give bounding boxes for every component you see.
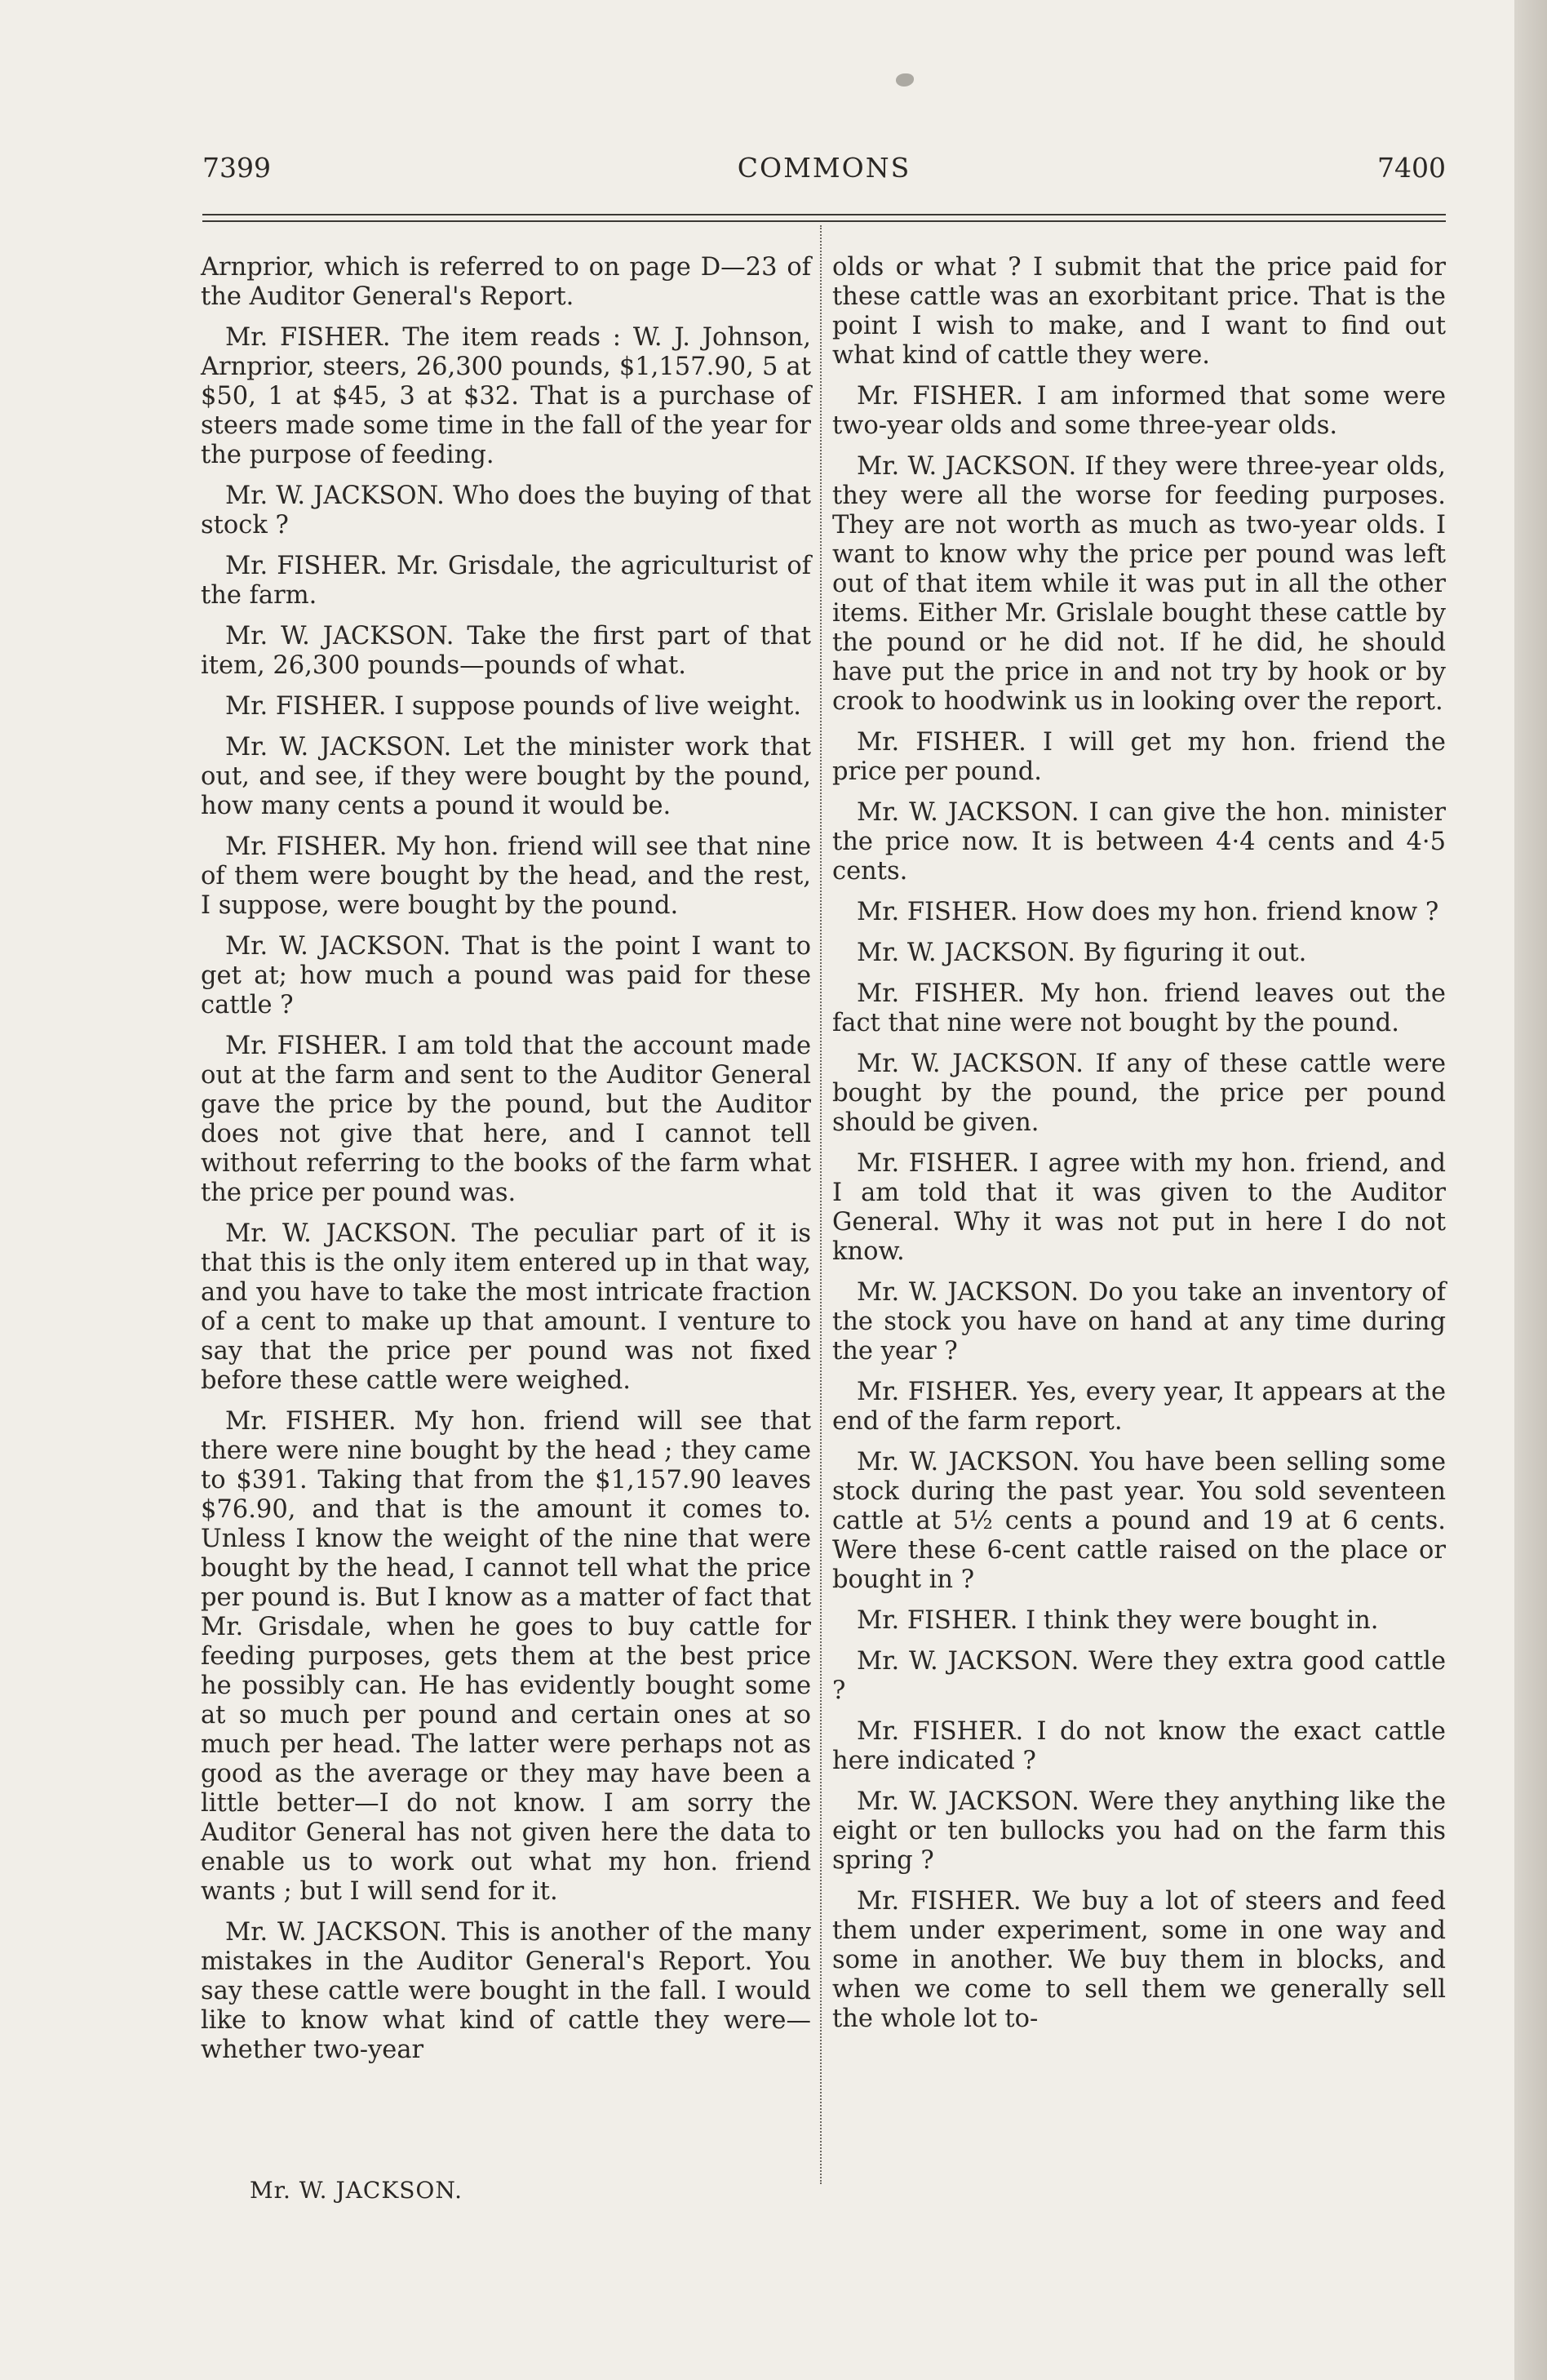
header-rule <box>202 214 1446 222</box>
paragraph: Mr. FISHER. The item reads : W. J. Johnson, Arnprior, steers, 26,300 pounds, $1,157.90, 5 at $50, 1 at $45, 3 at $32. That is a purchase of steers made some time in the fall of the year for the purpose of feeding. <box>201 323 811 469</box>
paragraph: Mr. W. JACKSON. Were they extra good cattle ? <box>832 1647 1446 1705</box>
paragraph: Mr. W. JACKSON. That is the point I want to get at; how much a pound was paid for these cattle ? <box>201 932 811 1019</box>
page-edge <box>1514 0 1547 2380</box>
column-divider <box>820 225 822 2184</box>
left-column <box>201 253 811 2076</box>
paragraph: Mr. W. JACKSON. Let the minister work that out, and see, if they were bought by the pound, how many cents a pound it would be. <box>201 733 811 820</box>
paragraph: Mr. W. JACKSON. Do you take an inventory of the stock you have on hand at any time during the year ? <box>832 1278 1446 1365</box>
paragraph: Mr. FISHER. I agree with my hon. friend, and I am told that it was given to the Auditor General. Why it was not put in here I do not know. <box>832 1149 1446 1266</box>
paragraph: Mr. FISHER. My hon. friend will see that nine of them were bought by the head, and the rest, I suppose, were bought by the pound. <box>201 833 811 920</box>
paragraph: Mr. W. JACKSON. By figuring it out. <box>857 939 1307 967</box>
paragraph: Mr. FISHER. How does my hon. friend know ? <box>857 898 1439 926</box>
paragraph: Mr. FISHER. I am told that the account made out at the farm and sent to the Auditor General gave the price by the pound, but the Auditor does not give that here, and I cannot tell without referring to the books of the farm what the price per pound was. <box>201 1032 811 1207</box>
paragraph: Mr. W. JACKSON. Take the first part of that item, 26,300 pounds—pounds of what. <box>201 622 811 680</box>
paragraph: olds or what ? I submit that the price paid for these cattle was an exorbitant price. That is the point I wish to make, and I want to find out what kind of cattle they were. <box>832 253 1446 370</box>
paragraph: Mr. W. JACKSON. The peculiar part of it is that this is the only item entered up in that way, and you have to take the most intricate fraction of a cent to make up that amount. I venture to say that the price per pound was not fixed before these cattle were weighed. <box>201 1219 811 1395</box>
paragraph: Mr. FISHER. I do not know the exact cattle here indicated ? <box>832 1717 1446 1775</box>
paragraph: Mr. W. JACKSON. Were they anything like the eight or ten bullocks you had on the farm this spring ? <box>832 1787 1446 1875</box>
paragraph: Mr. FISHER. Mr. Grisdale, the agriculturist of the farm. <box>201 552 811 610</box>
paragraph: Mr. W. JACKSON. If any of these cattle were bought by the pound, the price per pound should be given. <box>832 1050 1446 1137</box>
paragraph: Mr. FISHER. My hon. friend will see that there were nine bought by the head ; they came to $391. Taking that from the $1,157.90 leaves $76.90, and that is the amount it comes to. Unless I know the weight of the nine that were bought by the head, I cannot tell what the price per pound is. But I know as a matter of fact that Mr. Grisdale, when he goes to buy cattle for feeding purposes, gets them at the best price he possibly can. He has evidently bought some at so much per pound and certain ones at so much per head. The latter were perhaps not as good as the average or they may have been a little better—I do not know. I am sorry the Auditor General has not given here the data to enable us to work out what my hon. friend wants ; but I will send for it. <box>201 1407 811 1906</box>
right-column <box>832 253 1446 2045</box>
running-title: COMMONS <box>737 152 911 184</box>
paragraph: Mr. FISHER. My hon. friend leaves out the fact that nine were not bought by the pound. <box>832 979 1446 1037</box>
paragraph: Mr. FISHER. I am informed that some were two-year olds and some three-year olds. <box>832 382 1446 440</box>
paragraph: Mr. W. JACKSON. This is another of the many mistakes in the Auditor General's Report. You say these cattle were bought in the fall. I would like to know what kind of cattle they were—whether two-year <box>201 1918 811 2064</box>
paragraph: Mr. FISHER. We buy a lot of steers and feed them under experiment, some in one way and some in another. We buy them in blocks, and when we come to sell them we generally sell the whole lot to- <box>832 1887 1446 2033</box>
paragraph: Mr. FISHER. I suppose pounds of live weight. <box>225 692 801 721</box>
page-header <box>202 152 1446 193</box>
paragraph: Mr. FISHER. Yes, every year, It appears at the end of the farm report. <box>832 1378 1446 1436</box>
paragraph: Mr. W. JACKSON. You have been selling some stock during the past year. You sold seventeen cattle at 5½ cents a pound and 19 at 6 cents. Were these 6-cent cattle raised on the place or bought in ? <box>832 1448 1446 1594</box>
paragraph: Mr. W. JACKSON. Who does the buying of that stock ? <box>201 482 811 539</box>
paragraph: Mr. FISHER. I will get my hon. friend the price per pound. <box>832 728 1446 786</box>
page-number-left: 7399 <box>202 152 271 184</box>
paragraph: Mr. FISHER. I think they were bought in. <box>857 1606 1379 1635</box>
page-number-right: 7400 <box>1377 152 1446 184</box>
paragraph: Mr. W. JACKSON. I can give the hon. minister the price now. It is between 4·4 cents and 4·5 cents. <box>832 798 1446 886</box>
paragraph: Arnprior, which is referred to on page D—23 of the Auditor General's Report. <box>201 253 811 311</box>
paragraph: Mr. W. JACKSON. If they were three-year olds, they were all the worse for feeding purposes. They are not worth as much as two-year olds. I want to know why the price per pound was left out of that item while it was put in all the other items. Either Mr. Grislale bought these cattle by the pound or he did not. If he did, he should have put the price in and not try by hook or by crook to hoodwink us in looking over the report. <box>832 452 1446 716</box>
catchword: Mr. W. JACKSON. <box>250 2177 463 2204</box>
